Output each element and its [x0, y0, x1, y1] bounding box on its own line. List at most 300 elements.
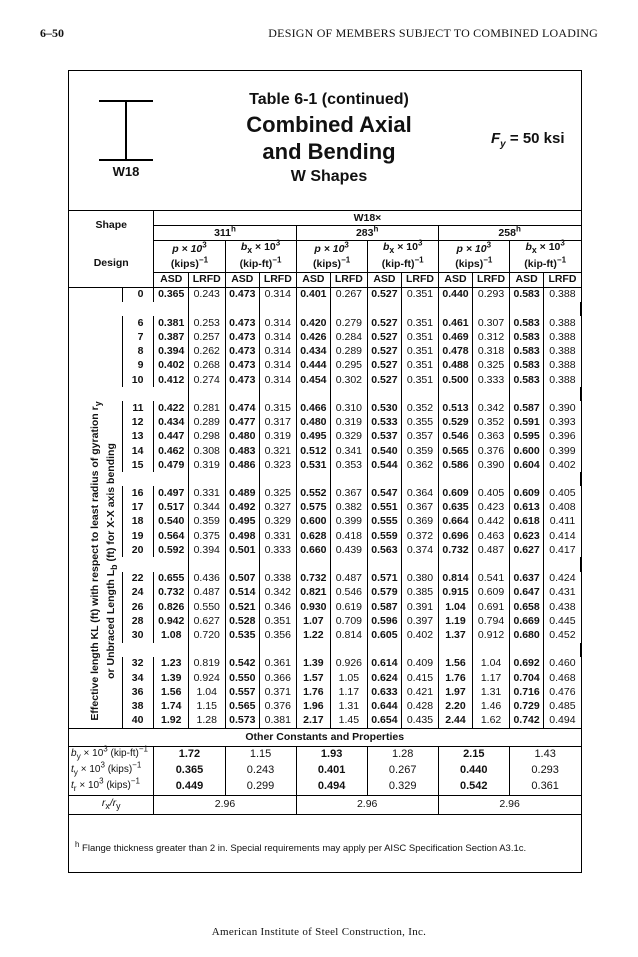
cell-value: 1.76	[438, 671, 473, 685]
cell-value: 0.423	[473, 501, 510, 515]
cell-value: 0.362	[402, 458, 439, 472]
cell-value: 0.559	[367, 529, 402, 543]
bx-rest: × 10	[394, 241, 418, 254]
cell-value: 0.583	[509, 316, 544, 330]
cell-value: 0.426	[296, 330, 331, 344]
cell-value: 0.314	[260, 373, 297, 387]
kl-value: 9	[122, 359, 154, 373]
cell-value: 1.56	[154, 685, 189, 699]
cell-value: 0.396	[544, 430, 581, 444]
gap-cell	[331, 557, 368, 571]
page-number: 6–50	[40, 26, 64, 40]
cell-value: 0.557	[225, 685, 260, 699]
cell-value: 1.04	[473, 657, 510, 671]
gap-cell	[260, 643, 297, 657]
prop-lrfd: 0.267	[367, 763, 438, 779]
prop-sym: b	[71, 747, 77, 759]
superscript: 3	[202, 240, 207, 250]
cell-value: 0.329	[260, 515, 297, 529]
cell-value: 0.696	[438, 529, 473, 543]
rx-sub: x	[105, 800, 110, 811]
cell-value: 0.417	[544, 543, 581, 557]
prop-sub: y	[73, 766, 78, 777]
cell-value: 0.314	[260, 316, 297, 330]
gap-cell	[402, 557, 439, 571]
cell-value: 0.454	[296, 373, 331, 387]
ry: /r	[109, 796, 117, 809]
cell-value: 0.498	[225, 529, 260, 543]
cell-value: 0.564	[154, 529, 189, 543]
group-header: W18×	[154, 211, 581, 226]
cell-value: 0.592	[154, 543, 189, 557]
cell-value: 0.492	[225, 501, 260, 515]
shape-name: 311	[214, 226, 232, 239]
cell-value: 0.583	[509, 359, 544, 373]
cell-value: 0.353	[331, 458, 368, 472]
cell-value: 0.402	[154, 359, 189, 373]
kipft-unit	[225, 257, 296, 272]
cell-value: 0.359	[402, 444, 439, 458]
cell-value: 0.333	[260, 543, 297, 557]
w-shape-icon	[95, 100, 157, 210]
cell-value: 1.92	[154, 713, 189, 728]
cell-value: 1.28	[188, 713, 225, 728]
prop-lrfd: 1.28	[367, 746, 438, 763]
cell-value: 1.56	[438, 657, 473, 671]
table-row	[69, 515, 581, 529]
gap-cell	[473, 557, 510, 571]
cell-value: 0.298	[188, 430, 225, 444]
superscript: 3	[275, 238, 281, 248]
cell-value: 0.460	[544, 657, 581, 671]
bx-symbol: b	[240, 241, 248, 254]
cell-value: 0.497	[154, 486, 189, 500]
kl-value: 0	[122, 287, 154, 302]
cell-value: 0.401	[296, 287, 331, 302]
cell-value: 0.489	[225, 486, 260, 500]
kipft-text: (kip-ft)	[239, 258, 273, 271]
kl-value: 36	[122, 685, 154, 699]
cell-value: 0.367	[402, 501, 439, 515]
cell-value: 0.388	[544, 359, 581, 373]
kipft-text: (kip-ft)	[381, 258, 415, 271]
combined-axial-bending-table	[69, 210, 581, 815]
cell-value: 0.346	[260, 600, 297, 614]
bx-sub: x	[389, 245, 395, 256]
cell-value: 0.363	[473, 430, 510, 444]
gap-cell	[438, 302, 473, 316]
cell-value: 0.402	[402, 628, 439, 642]
kl-value: 18	[122, 515, 154, 529]
cell-value: 2.17	[296, 713, 331, 728]
cell-value: 0.341	[331, 444, 368, 458]
cell-value: 1.31	[473, 685, 510, 699]
cell-value: 0.623	[509, 529, 544, 543]
kl-value: 40	[122, 713, 154, 728]
effective-length-axis-label	[89, 391, 129, 731]
cell-value: 0.527	[367, 373, 402, 387]
cell-value: 0.495	[225, 515, 260, 529]
cell-value: 0.495	[296, 430, 331, 444]
prop-asd: 1.93	[296, 746, 367, 763]
bx-sub: x	[531, 245, 537, 256]
cell-value: 0.605	[367, 628, 402, 642]
cell-value: 0.596	[367, 614, 402, 628]
cell-value: 1.46	[473, 699, 510, 713]
cell-value: 0.268	[188, 359, 225, 373]
cell-value: 0.527	[367, 316, 402, 330]
table-row	[69, 501, 581, 515]
cell-value: 0.461	[438, 316, 473, 330]
p-header	[296, 241, 367, 258]
cell-value: 0.262	[188, 345, 225, 359]
cell-value: 1.17	[473, 671, 510, 685]
kips-text: (kips)	[313, 258, 342, 271]
cell-value: 0.583	[509, 330, 544, 344]
cell-value: 2.44	[438, 713, 473, 728]
table-row	[69, 287, 581, 302]
axis-label-2-sub: b	[109, 564, 120, 570]
cell-value: 0.579	[367, 586, 402, 600]
prop-asd: 0.440	[438, 763, 509, 779]
gap-cell	[260, 302, 297, 316]
superscript: 3	[417, 238, 423, 248]
cell-value: 0.729	[509, 699, 544, 713]
p-header	[154, 241, 225, 258]
row-gap	[69, 302, 581, 316]
cell-value: 0.575	[296, 501, 331, 515]
prop-sub: y	[76, 750, 81, 761]
cell-value: 0.342	[473, 401, 510, 415]
cell-value: 0.720	[188, 628, 225, 642]
cell-value: 0.279	[331, 316, 368, 330]
cell-value: 0.487	[473, 543, 510, 557]
table-row	[69, 586, 581, 600]
gap-cell	[296, 472, 331, 486]
footnote-text: Flange thickness greater than 2 in. Special requirements may apply per AISC Specification Section A3.1c.	[79, 843, 527, 855]
kl-value: 26	[122, 600, 154, 614]
cell-value: 0.473	[225, 373, 260, 387]
cell-value: 0.351	[402, 316, 439, 330]
cell-value: 0.500	[438, 373, 473, 387]
cell-value: 0.428	[402, 699, 439, 713]
cell-value: 0.826	[154, 600, 189, 614]
kips-unit	[296, 257, 367, 272]
asd-header: ASD	[154, 272, 189, 287]
cell-value: 0.547	[367, 486, 402, 500]
gap-cell	[225, 302, 260, 316]
table-row	[69, 529, 581, 543]
cell-value: 0.293	[473, 287, 510, 302]
gap-cell	[438, 387, 473, 401]
bx-symbol: b	[525, 241, 532, 254]
cell-value: 0.243	[188, 287, 225, 302]
gap-cell	[296, 557, 331, 571]
gap-cell	[473, 387, 510, 401]
cell-value: 0.325	[260, 486, 297, 500]
cell-value: 0.555	[367, 515, 402, 529]
cell-value: 0.716	[509, 685, 544, 699]
cell-value: 0.331	[188, 486, 225, 500]
asd-header: ASD	[296, 272, 331, 287]
cell-value: 1.97	[438, 685, 473, 699]
cell-value: 0.930	[296, 600, 331, 614]
gap-cell	[367, 557, 402, 571]
table-row	[69, 671, 581, 685]
chapter-title: DESIGN OF MEMBERS SUBJECT TO COMBINED LOADING	[268, 26, 598, 40]
cell-value: 0.274	[188, 373, 225, 387]
shape-311	[154, 226, 296, 241]
table-row	[69, 572, 581, 586]
rxry-value: 2.96	[154, 795, 296, 814]
row-gap	[69, 557, 581, 571]
gap-cell	[544, 557, 581, 571]
cell-value: 0.295	[331, 359, 368, 373]
cell-value: 1.04	[188, 685, 225, 699]
prop-lrfd: 0.299	[225, 779, 296, 796]
cell-value: 0.327	[260, 501, 297, 515]
kl-value: 34	[122, 671, 154, 685]
cell-value: 0.436	[188, 572, 225, 586]
cell-value: 0.551	[367, 501, 402, 515]
gap-cell	[544, 302, 581, 316]
cell-value: 0.351	[402, 359, 439, 373]
cell-value: 0.587	[509, 401, 544, 415]
axis-label-1-sub: y	[93, 401, 104, 407]
kl-value: 11	[122, 401, 154, 415]
superscript: −1	[132, 760, 142, 770]
superscript: −1	[414, 255, 424, 265]
cell-value: 0.507	[225, 572, 260, 586]
cell-value: 0.365	[154, 287, 189, 302]
table-row	[69, 430, 581, 444]
footnote-mark: h	[75, 840, 80, 849]
gap-cell	[225, 472, 260, 486]
cell-value: 0.422	[154, 401, 189, 415]
prop-asd: 0.365	[154, 763, 225, 779]
cell-value: 0.614	[367, 657, 402, 671]
cell-value: 0.544	[367, 458, 402, 472]
cell-value: 0.342	[260, 586, 297, 600]
cell-value: 0.618	[509, 515, 544, 529]
gap-cell	[225, 387, 260, 401]
cell-value: 1.22	[296, 628, 331, 642]
cell-value: 0.357	[402, 430, 439, 444]
cell-value: 1.57	[296, 671, 331, 685]
cell-value: 0.418	[331, 529, 368, 543]
cell-value: 0.794	[473, 614, 510, 628]
cell-value: 0.644	[367, 699, 402, 713]
gap-cell	[402, 387, 439, 401]
gap-cell	[331, 643, 368, 657]
bx-rest: × 10	[536, 241, 561, 254]
rxry-row	[69, 795, 581, 814]
cell-value: 0.388	[544, 345, 581, 359]
cell-value: 0.486	[225, 458, 260, 472]
gap-cell	[544, 387, 581, 401]
table-subtitle: W Shapes	[290, 168, 368, 185]
prop-row-by	[69, 746, 581, 763]
gap-cell	[188, 557, 225, 571]
cell-value: 0.319	[331, 416, 368, 430]
cell-value: 1.04	[438, 600, 473, 614]
cell-value: 0.329	[331, 430, 368, 444]
cell-value: 0.356	[260, 628, 297, 642]
cell-value: 0.550	[188, 600, 225, 614]
cell-value: 0.583	[509, 345, 544, 359]
prop-rest: × 10	[77, 763, 101, 775]
superscript: −1	[138, 744, 148, 754]
prop-sym: t	[71, 763, 74, 775]
gap-cell	[509, 387, 544, 401]
cell-value: 0.609	[438, 486, 473, 500]
kips-unit	[438, 257, 509, 272]
cell-value: 0.546	[331, 586, 368, 600]
cell-value: 0.381	[260, 713, 297, 728]
cell-value: 0.530	[367, 401, 402, 415]
prop-label-tr	[69, 776, 154, 796]
gap-cell	[260, 557, 297, 571]
rxry-value: 2.96	[296, 795, 438, 814]
cell-value: 0.414	[544, 529, 581, 543]
gap-cell	[402, 302, 439, 316]
cell-value: 0.435	[402, 713, 439, 728]
cell-value: 0.600	[296, 515, 331, 529]
cell-value: 0.331	[260, 529, 297, 543]
cell-value: 0.529	[438, 416, 473, 430]
superscript: 3	[103, 744, 108, 754]
cell-value: 0.289	[188, 416, 225, 430]
gap-cell	[122, 643, 188, 657]
cell-value: 0.483	[225, 444, 260, 458]
gap-cell	[331, 302, 368, 316]
cell-value: 0.600	[509, 444, 544, 458]
cell-value: 0.387	[154, 330, 189, 344]
cell-value: 0.381	[154, 316, 189, 330]
row-gap	[69, 643, 581, 657]
gap-cell	[509, 302, 544, 316]
lrfd-header: LRFD	[402, 272, 439, 287]
yield-strength	[491, 130, 565, 150]
cell-value: 0.397	[402, 614, 439, 628]
cell-value: 0.732	[154, 586, 189, 600]
kl-value: 10	[122, 373, 154, 387]
gap-cell	[122, 302, 188, 316]
cell-value: 1.39	[296, 657, 331, 671]
prop-asd: 0.494	[296, 779, 367, 796]
table-row	[69, 699, 581, 713]
cell-value: 0.647	[509, 586, 544, 600]
superscript: 3	[99, 776, 104, 786]
gap-cell	[122, 557, 188, 571]
cell-value: 0.531	[296, 458, 331, 472]
cell-value: 0.480	[225, 430, 260, 444]
cell-value: 0.924	[188, 671, 225, 685]
cell-value: 0.411	[544, 515, 581, 529]
cell-value: 0.709	[331, 614, 368, 628]
kl-value: 32	[122, 657, 154, 671]
cell-value: 1.05	[331, 671, 368, 685]
cell-value: 0.434	[154, 416, 189, 430]
gap-cell	[188, 387, 225, 401]
cell-value: 0.375	[188, 529, 225, 543]
row-gap	[69, 472, 581, 486]
cell-value: 0.351	[402, 287, 439, 302]
cell-value: 0.478	[438, 345, 473, 359]
lrfd-header: LRFD	[473, 272, 510, 287]
cell-value: 0.466	[296, 401, 331, 415]
cell-value: 0.421	[402, 685, 439, 699]
gap-cell	[473, 302, 510, 316]
cell-value: 0.385	[402, 586, 439, 600]
table-row	[69, 614, 581, 628]
cell-value: 0.420	[296, 316, 331, 330]
cell-value: 0.583	[509, 373, 544, 387]
cell-value: 0.376	[473, 444, 510, 458]
table-row	[69, 600, 581, 614]
cell-value: 0.487	[188, 586, 225, 600]
kips-unit	[154, 257, 225, 272]
cell-value: 0.473	[225, 330, 260, 344]
cell-value: 0.587	[367, 600, 402, 614]
cell-value: 0.390	[544, 401, 581, 415]
cell-value: 0.819	[188, 657, 225, 671]
gap-cell	[367, 302, 402, 316]
gap-cell	[331, 472, 368, 486]
rxry-value: 2.96	[438, 795, 580, 814]
cell-value: 0.635	[438, 501, 473, 515]
kips-text: (kips)	[455, 258, 484, 271]
gap-cell	[296, 302, 331, 316]
prop-unit: (kips)	[104, 763, 133, 775]
cell-value: 0.527	[367, 330, 402, 344]
cell-value: 0.732	[438, 543, 473, 557]
cell-value: 0.494	[544, 713, 581, 728]
gap-cell	[581, 387, 582, 401]
cell-value: 0.669	[509, 614, 544, 628]
prop-lrfd: 0.329	[367, 779, 438, 796]
title-line-2: Combined Axial	[246, 112, 412, 137]
gap-cell	[260, 472, 297, 486]
cell-value: 0.732	[296, 572, 331, 586]
cell-value: 0.565	[225, 699, 260, 713]
prop-row-tr	[69, 779, 581, 796]
cell-value: 0.319	[260, 430, 297, 444]
cell-value: 0.477	[225, 416, 260, 430]
cell-value: 1.37	[438, 628, 473, 642]
rx: r	[101, 796, 106, 809]
cell-value: 0.452	[544, 628, 581, 642]
gap-cell	[509, 472, 544, 486]
prop-label-ty	[69, 760, 154, 779]
kl-value: 28	[122, 614, 154, 628]
bx-symbol: b	[382, 241, 390, 254]
cell-value: 0.314	[260, 345, 297, 359]
superscript: h	[373, 224, 379, 234]
superscript: 3	[344, 240, 349, 250]
cell-value: 0.405	[544, 486, 581, 500]
prop-rest: × 10	[76, 779, 100, 791]
cell-value: 0.371	[260, 685, 297, 699]
table-row	[69, 543, 581, 557]
cell-value: 0.528	[225, 614, 260, 628]
bx-rest: × 10	[252, 241, 276, 254]
p-symbol: p × 10	[314, 242, 345, 255]
cell-value: 1.39	[154, 671, 189, 685]
cell-value: 0.527	[367, 359, 402, 373]
cell-value: 0.654	[367, 713, 402, 728]
gap-cell	[367, 472, 402, 486]
